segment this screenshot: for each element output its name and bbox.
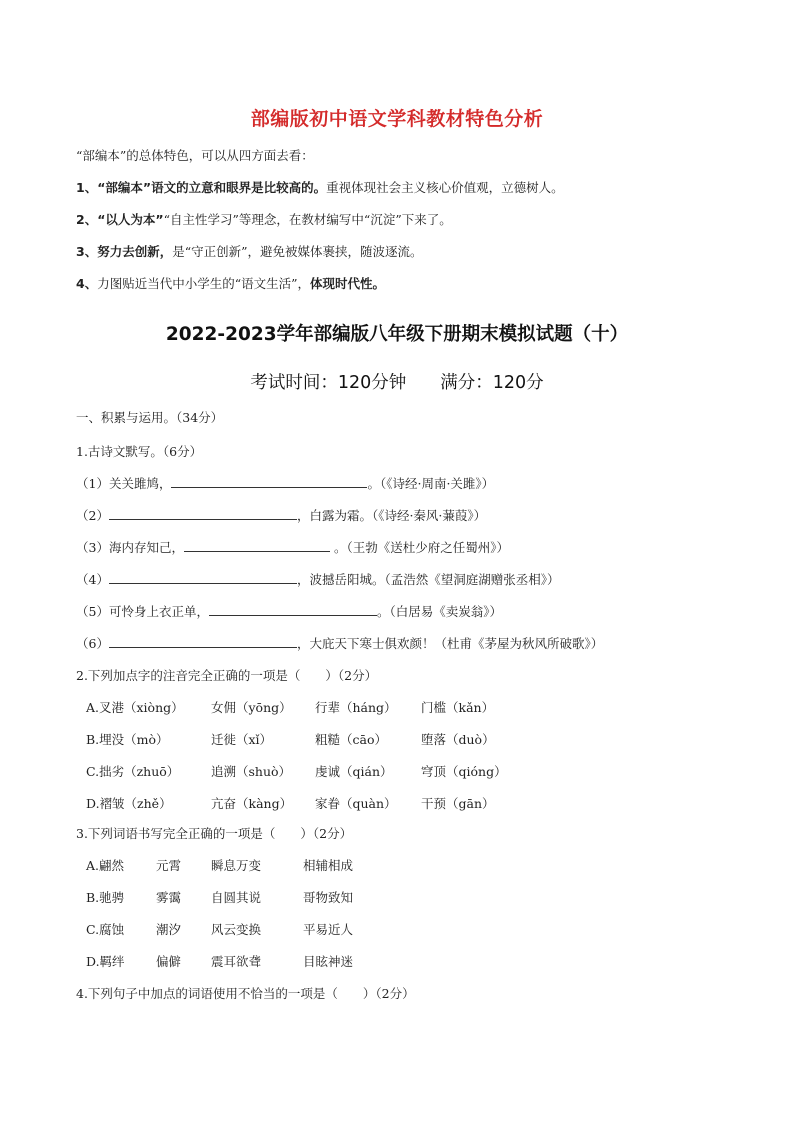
q3-option-d[interactable]	[86, 952, 353, 970]
answer-blank[interactable]	[209, 602, 377, 616]
option-term: 相辅相成	[303, 858, 354, 873]
q1-item-3	[76, 538, 509, 556]
option-term: 家眷（quàn）	[315, 796, 397, 811]
option-term: A.翩然	[86, 858, 125, 873]
feature-rest: 重视体现社会主义核心价值观，立德树人。	[326, 180, 564, 195]
option-term: 行辈（háng）	[315, 700, 397, 715]
item-suffix: ，白露为霜。（《诗经·秦风·蒹葭》）	[296, 508, 487, 523]
q2-option-b[interactable]	[86, 730, 495, 748]
feature-point-1	[76, 178, 564, 196]
q2-option-d[interactable]	[86, 794, 495, 812]
q2-option-c[interactable]	[86, 762, 507, 780]
item-prefix: （3）海内存知己，	[76, 540, 184, 555]
page-title: 部编版初中语文学科教材特色分析	[250, 108, 544, 130]
option-term: 自圆其说	[211, 890, 262, 905]
option-term: 虔诚（qián）	[315, 764, 393, 779]
option-term: B.埋没（mò）	[86, 732, 169, 747]
q2-option-a[interactable]	[86, 698, 494, 716]
exam-score: 满分：120分	[440, 373, 544, 393]
feature-num: 1、	[76, 180, 98, 195]
feature-point-3	[76, 242, 423, 260]
question-2-stem: 2.下列加点字的注音完全正确的一项是（ ）（2分）	[76, 668, 378, 683]
option-term: D.羁绊	[86, 954, 125, 969]
item-prefix: （4）	[76, 572, 109, 587]
feature-rest: 是“守正创新”，避免被媒体裹挟，随波逐流。	[172, 244, 423, 259]
option-term: 穹顶（qióng）	[421, 764, 507, 779]
feature-bold: “以人为本”	[97, 212, 164, 227]
item-suffix: ，波撼岳阳城。（孟浩然《望洞庭湖赠张丞相》）	[296, 572, 560, 587]
option-term: 偏僻	[156, 954, 182, 969]
q1-item-5	[76, 602, 502, 620]
q3-option-b[interactable]	[86, 888, 353, 906]
option-term: C.腐蚀	[86, 922, 125, 937]
intro-text: “部编本”的总体特色，可以从四方面去看：	[76, 148, 314, 163]
answer-blank[interactable]	[184, 538, 330, 552]
feature-num: 2、	[76, 212, 98, 227]
option-term: 元霄	[156, 858, 182, 873]
question-3-stem: 3.下列词语书写完全正确的一项是（ ）（2分）	[76, 826, 353, 841]
option-term: 雾霭	[156, 890, 182, 905]
feature-bold: “部编本”语文的立意和眼界是比较高的。	[97, 180, 327, 195]
item-suffix: 。（王勃《送杜少府之任蜀州》）	[329, 540, 509, 555]
item-suffix: 。（白居易《卖炭翁》）	[376, 604, 502, 619]
option-term: 亢奋（kàng）	[211, 796, 293, 811]
item-suffix: ，大庇天下寒士俱欢颜！（杜甫《茅屋为秋风所破歌》）	[296, 636, 604, 651]
answer-blank[interactable]	[171, 474, 367, 488]
option-term: 震耳欲聋	[211, 954, 262, 969]
option-term: 女佣（yōng）	[211, 700, 292, 715]
option-term: 追溯（shuò）	[211, 764, 292, 779]
option-term: 堕落（duò）	[421, 732, 495, 747]
question-1-stem: 1.古诗文默写。（6分）	[76, 444, 203, 459]
question-4-stem: 4.下列句子中加点的词语使用不恰当的一项是（ ）（2分）	[76, 986, 415, 1001]
option-term: 目眩神迷	[303, 954, 354, 969]
answer-blank[interactable]	[109, 570, 297, 584]
option-term: A.叉港（xiòng）	[86, 700, 184, 715]
exam-title: 2022-2023学年部编版八年级下册期末模拟试题（十）	[165, 324, 629, 345]
section-heading: 一、积累与运用。（34分）	[76, 410, 224, 425]
feature-rest: “自主性学习”等理念，在教材编写中“沉淀”下来了。	[163, 212, 452, 227]
q1-item-1	[76, 474, 494, 492]
option-term: 哥物致知	[303, 890, 354, 905]
option-term: 风云变换	[211, 922, 262, 937]
feature-rest: 力图贴近当代中小学生的“语文生活”，	[97, 276, 310, 291]
answer-blank[interactable]	[109, 506, 297, 520]
feature-point-2	[76, 210, 452, 228]
feature-bold: 努力去创新，	[97, 244, 173, 259]
feature-num: 3、	[76, 244, 98, 259]
q3-option-a[interactable]	[86, 856, 353, 874]
option-term: D.褶皱（zhě）	[86, 796, 172, 811]
feature-point-4	[76, 274, 385, 292]
option-term: 粗糙（cāo）	[315, 732, 387, 747]
exam-info	[0, 369, 794, 394]
option-term: 瞬息万变	[211, 858, 262, 873]
answer-blank[interactable]	[109, 634, 297, 648]
option-term: B.驰骋	[86, 890, 125, 905]
exam-time: 考试时间：120分钟	[250, 373, 407, 393]
item-prefix: （6）	[76, 636, 109, 651]
q1-item-2	[76, 506, 486, 524]
option-term: 平易近人	[303, 922, 354, 937]
option-term: 迁徙（xǐ）	[211, 732, 273, 747]
option-term: 门槛（kǎn）	[421, 700, 495, 715]
item-suffix: 。（《诗经·周南·关雎》）	[367, 476, 495, 491]
option-term: 干预（gān）	[421, 796, 495, 811]
q1-item-4	[76, 570, 559, 588]
option-term: C.拙劣（zhuō）	[86, 764, 180, 779]
q1-item-6	[76, 634, 603, 652]
feature-bold: 体现时代性。	[310, 276, 386, 291]
feature-num: 4、	[76, 276, 98, 291]
item-prefix: （2）	[76, 508, 109, 523]
item-prefix: （5）可怜身上衣正单，	[76, 604, 209, 619]
option-term: 潮汐	[156, 922, 182, 937]
item-prefix: （1）关关雎鸠，	[76, 476, 172, 491]
q3-option-c[interactable]	[86, 920, 353, 938]
